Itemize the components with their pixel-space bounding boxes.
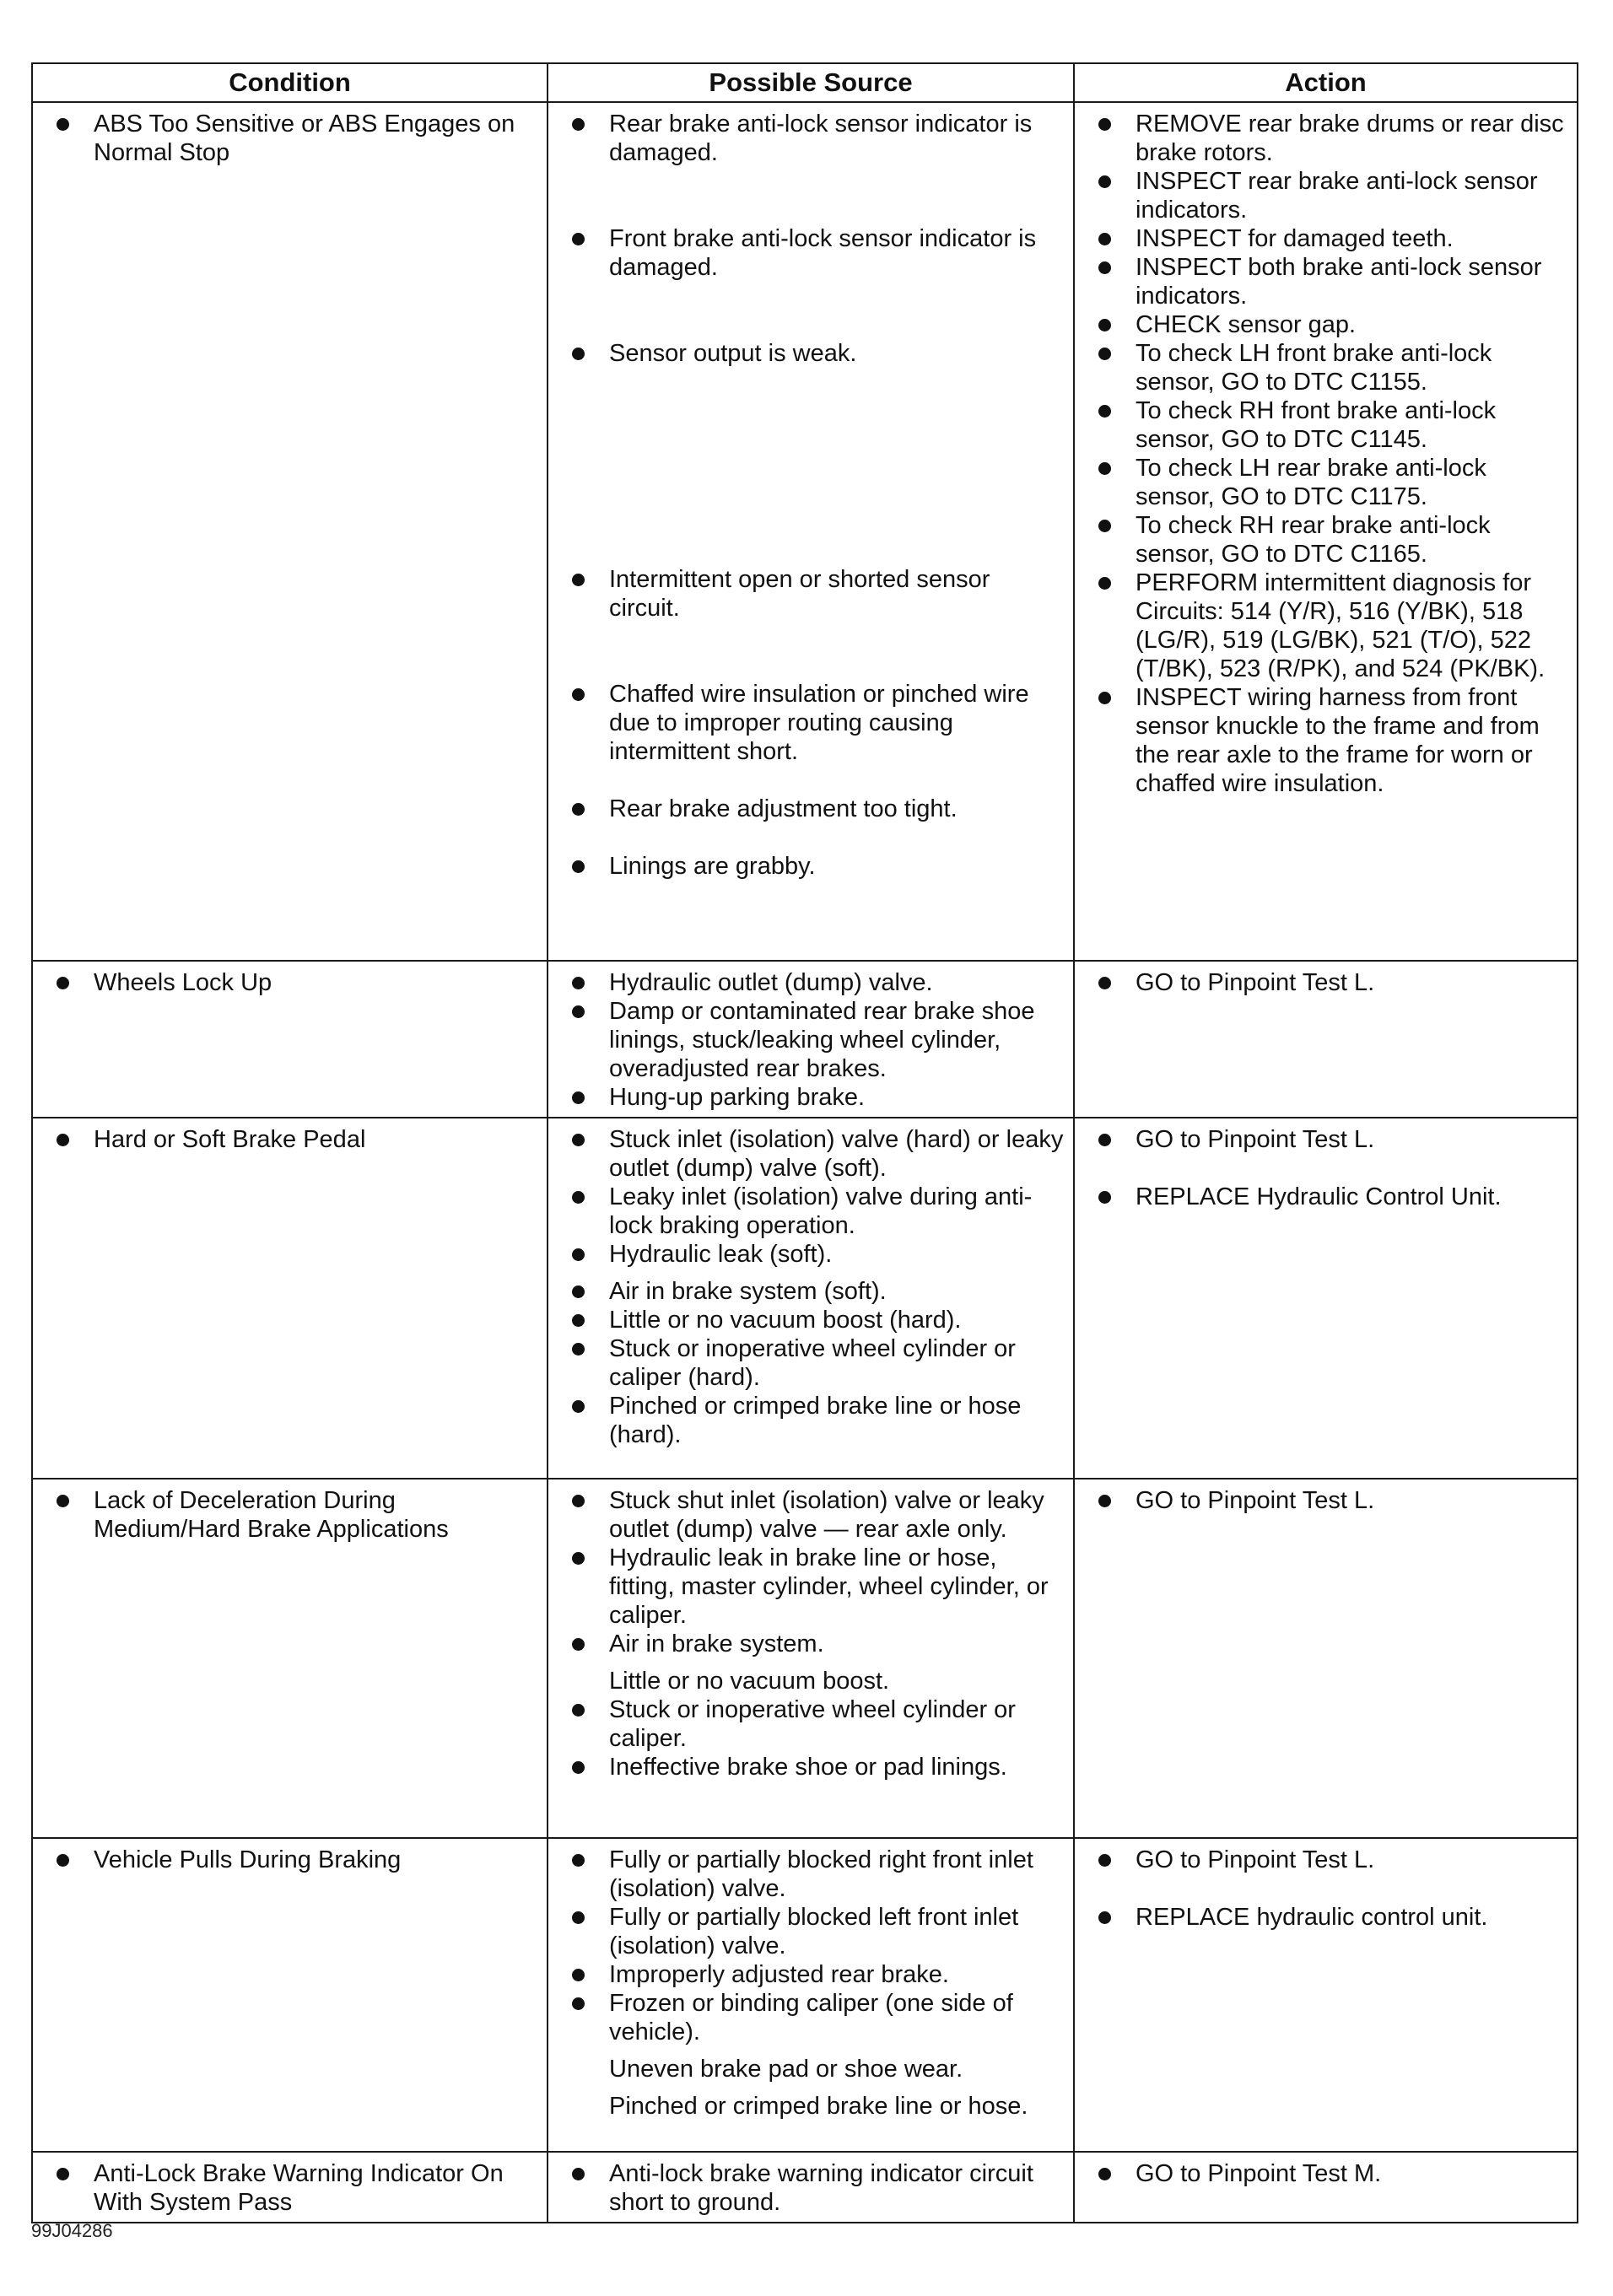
source-item: Air in brake system (soft). [557,1277,1065,1306]
source-item: Rear brake anti-lock sensor indicator is damaged. [557,110,1065,167]
source-item: Stuck shut inlet (isolation) valve or leaky outlet (dump) valve — rear axle only. [557,1486,1065,1544]
source-item: Stuck or inoperative wheel cylinder or caliper (hard). [557,1334,1065,1392]
table-row [32,961,1578,1118]
source-cell [548,1838,1074,2152]
action-item: GO to Pinpoint Test L. [1083,1486,1568,1515]
source-item: Little or no vacuum boost. [609,1668,890,1695]
condition-text: Vehicle Pulls During Braking [41,1846,538,1874]
source-item: Air in brake system. [557,1630,1065,1658]
source-item: Front brake anti-lock sensor indicator is damaged. [557,224,1065,282]
action-cell [1074,1118,1578,1479]
action-item: To check LH front brake anti-lock sensor, GO to DTC C1155. [1083,339,1568,396]
condition-cell [32,961,548,1118]
source-item: Fully or partially blocked right front inlet (isolation) valve. [557,1846,1065,1903]
source-item: Chaffed wire insulation or pinched wire due to improper routing causing intermittent short. [557,680,1065,766]
action-cell [1074,2152,1578,2223]
action-item: PERFORM intermittent diagnosis for Circuits: 514 (Y/R), 516 (Y/BK), 518 (LG/R), 519 (LG/BK), 521 (T/O), 522 (T/BK), 523 (R/PK), and 524 (PK/BK). [1083,569,1568,683]
condition-cell [32,1118,548,1479]
table-row [32,1118,1578,1479]
source-item: Linings are grabby. [557,852,1065,881]
condition-text: Anti-Lock Brake Warning Indicator On With System Pass [41,2159,538,2217]
source-item: Frozen or binding caliper (one side of vehicle). [557,1989,1065,2046]
action-item: INSPECT both brake anti-lock sensor indicators. [1083,253,1568,310]
condition-cell [32,1479,548,1838]
action-item: To check RH front brake anti-lock sensor, GO to DTC C1145. [1083,396,1568,454]
source-item: Pinched or crimped brake line or hose (hard). [557,1392,1065,1449]
action-item: GO to Pinpoint Test L. [1083,1125,1568,1154]
action-item: REPLACE hydraulic control unit. [1083,1903,1568,1932]
source-item: Anti-lock brake warning indicator circuit short to ground. [557,2159,1065,2217]
table-row [32,1479,1578,1838]
action-item: To check RH rear brake anti-lock sensor, GO to DTC C1165. [1083,511,1568,569]
source-item: Damp or contaminated rear brake shoe linings, stuck/leaking wheel cylinder, overadjusted rear brakes. [557,997,1065,1083]
source-cell [548,1479,1074,1838]
condition-text: Hard or Soft Brake Pedal [41,1125,538,1154]
source-item: Ineffective brake shoe or pad linings. [557,1753,1065,1781]
condition-text: Lack of Deceleration During Medium/Hard Brake Applications [41,1486,538,1544]
action-item: INSPECT wiring harness from front sensor knuckle to the frame and from the rear axle to the frame for worn or chaffed wire insulation. [1083,683,1568,798]
source-cell [548,2152,1074,2223]
action-item: GO to Pinpoint Test M. [1083,2159,1568,2188]
source-item: Hydraulic leak (soft). [557,1240,1065,1269]
source-cell [548,961,1074,1118]
source-item: Rear brake adjustment too tight. [557,795,1065,823]
condition-cell [32,1838,548,2152]
source-item: Little or no vacuum boost (hard). [557,1306,1065,1334]
source-item: Pinched or crimped brake line or hose. [609,2093,1028,2120]
action-item: GO to Pinpoint Test L. [1083,1846,1568,1874]
source-item: Hydraulic leak in brake line or hose, fitting, master cylinder, wheel cylinder, or caliper. [557,1544,1065,1630]
source-item: Intermittent open or shorted sensor circuit. [557,565,1065,623]
table-row [32,1838,1578,2152]
source-item: Hydraulic outlet (dump) valve. [557,968,1065,997]
header-condition: Condition [32,63,548,102]
action-item: To check LH rear brake anti-lock sensor, GO to DTC C1175. [1083,454,1568,511]
action-cell [1074,1479,1578,1838]
condition-text: ABS Too Sensitive or ABS Engages on Normal Stop [41,110,538,167]
action-item: REPLACE Hydraulic Control Unit. [1083,1183,1568,1211]
action-item: REMOVE rear brake drums or rear disc brake rotors. [1083,110,1568,167]
source-item: Uneven brake pad or shoe wear. [609,2056,963,2083]
table-row [32,102,1578,961]
header-row [32,63,1578,102]
action-item: INSPECT for damaged teeth. [1083,224,1568,253]
source-item: Stuck inlet (isolation) valve (hard) or leaky outlet (dump) valve (soft). [557,1125,1065,1183]
header-action: Action [1074,63,1578,102]
condition-text: Wheels Lock Up [41,968,538,997]
source-cell [548,102,1074,961]
table-row [32,2152,1578,2223]
source-item: Hung-up parking brake. [557,1083,1065,1112]
source-item: Sensor output is weak. [557,339,1065,368]
condition-cell [32,2152,548,2223]
action-cell [1074,1838,1578,2152]
action-cell [1074,102,1578,961]
source-item: Leaky inlet (isolation) valve during anti-lock braking operation. [557,1183,1065,1240]
header-possible-source: Possible Source [548,63,1074,102]
action-item: INSPECT rear brake anti-lock sensor indicators. [1083,167,1568,224]
action-item: CHECK sensor gap. [1083,310,1568,339]
source-item: Stuck or inoperative wheel cylinder or caliper. [557,1695,1065,1753]
action-cell [1074,961,1578,1118]
figure-id: 99J04286 [31,2220,113,2241]
source-cell [548,1118,1074,1479]
source-item: Improperly adjusted rear brake. [557,1960,1065,1989]
condition-cell [32,102,548,961]
action-item: GO to Pinpoint Test L. [1083,968,1568,997]
diagnosis-table [31,62,1578,2223]
source-item: Fully or partially blocked left front inlet (isolation) valve. [557,1903,1065,1960]
